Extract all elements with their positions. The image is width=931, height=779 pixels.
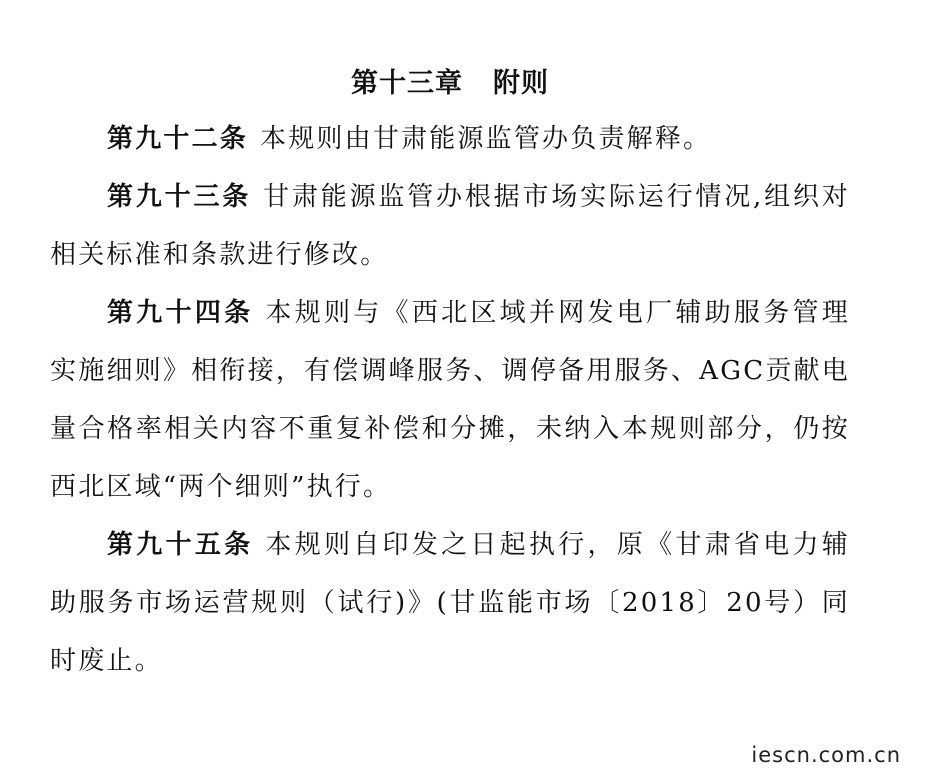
article-92-body: 本规则由甘肃能源监管办负责解释。 [260, 124, 712, 154]
article-93 [50, 168, 850, 284]
source-watermark: iescn.com.cn [751, 743, 901, 767]
article-94-body: 本规则与《西北区域并网发电厂辅助服务管理实施细则》相衔接，有偿调峰服务、调停备用服务、AGC贡献电量合格率相关内容不重复补偿和分摊，未纳入本规则部分，仍按西北区域“两个细则”执行。 [50, 298, 850, 502]
article-92-heading: 第九十二条 [107, 124, 249, 154]
article-93-body: 甘肃能源监管办根据市场实际运行情况,组织对相关标准和条款进行修改。 [50, 182, 850, 270]
article-93-heading: 第九十三条 [107, 182, 252, 212]
article-92 [50, 110, 850, 168]
article-94-heading: 第九十四条 [107, 298, 254, 328]
chapter-title [0, 62, 900, 106]
chapter-number: 第十三章 [351, 68, 463, 99]
article-94 [50, 284, 850, 516]
chapter-name: 附则 [493, 68, 549, 99]
article-95-body: 本规则自印发之日起执行，原《甘肃省电力辅助服务市场运营规则（试行)》(甘监能市场〔2018〕20号）同时废止。 [50, 530, 850, 676]
article-95 [50, 516, 850, 690]
article-95-heading: 第九十五条 [107, 530, 254, 560]
